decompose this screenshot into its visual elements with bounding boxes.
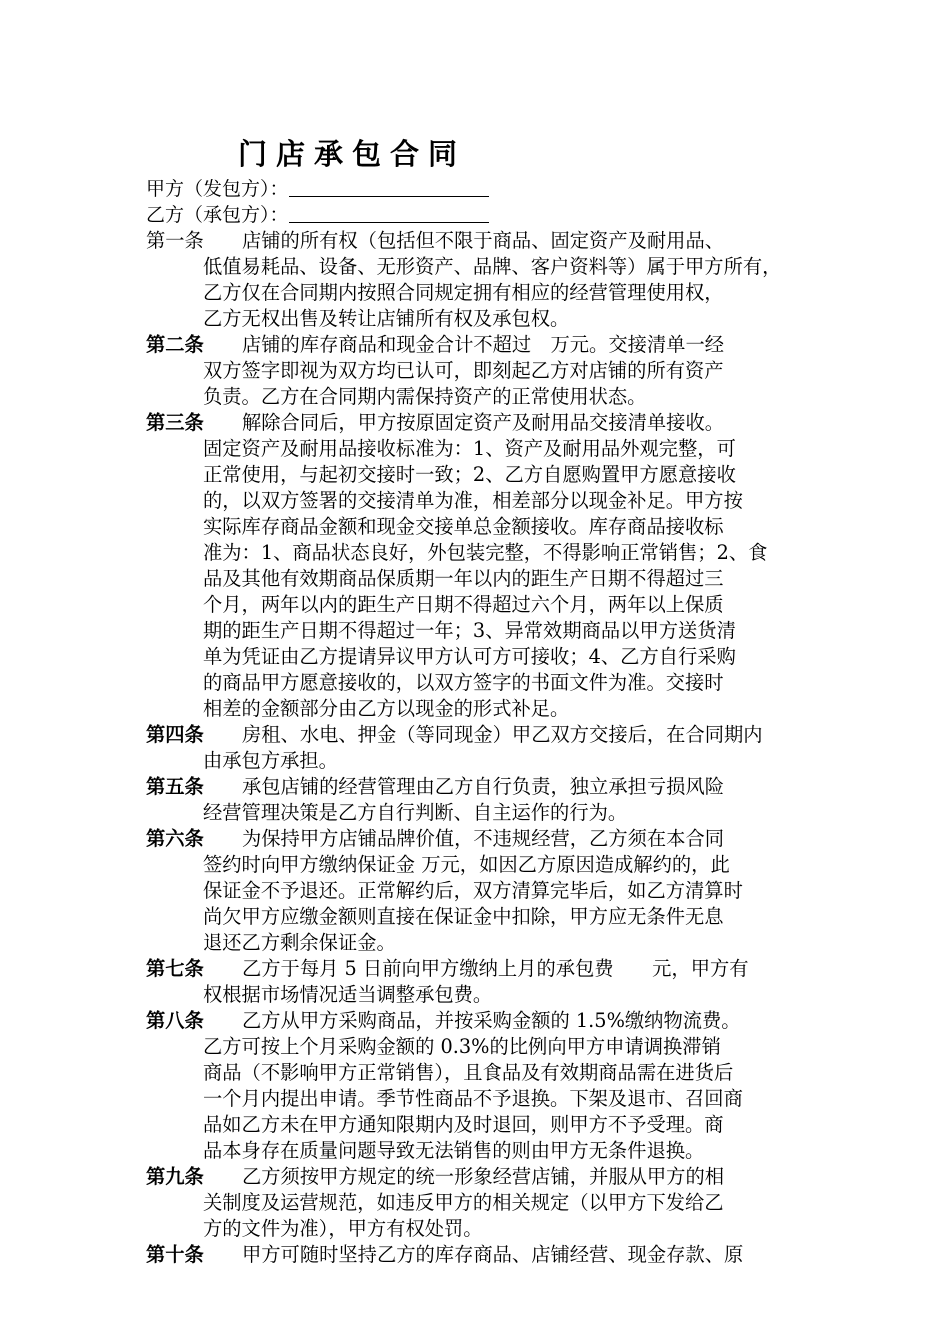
article-line [146,982,814,1008]
article-line [146,384,814,410]
article-3 [146,410,814,722]
article-text: 承包店铺的经营管理由乙方自行负责，独立承担亏损风险 [242,775,725,798]
article-label: 第五条 [146,775,204,798]
article-line [146,800,814,826]
article-5 [146,774,814,826]
article-line [146,358,814,384]
article-line [146,514,814,540]
article-line [146,1034,814,1060]
article-text: 个月，两年以内的距生产日期不得超过六个月，两年以上保质 [203,593,724,616]
article-line [146,878,814,904]
document-title: 门店承包合同 [238,137,467,171]
article-text: 权根据市场情况适当调整承包费。 [203,983,493,1006]
article-text: 甲方可随时坚持乙方的库存商品、店铺经营、现金存款、原 [242,1243,744,1266]
article-line [146,644,814,670]
article-line [146,228,814,254]
article-line [146,930,814,956]
article-line [146,670,814,696]
article-label: 第四条 [146,723,204,746]
article-label: 第十条 [146,1243,204,1266]
article-text: 经营管理决策是乙方自行判断、自主运作的行为。 [203,801,628,824]
article-text: 品如乙方未在甲方通知限期内及时退回，则甲方不予受理。商 [203,1113,724,1136]
party-a-line [146,176,489,202]
article-label: 第一条 [146,229,204,252]
article-text: 商品（不影响甲方正常销售），且食品及有效期商品需在进货后 [203,1061,734,1084]
article-text: 乙方仅在合同期内按照合同规定拥有相应的经营管理使用权， [203,281,724,304]
article-line [146,1112,814,1138]
article-line [146,696,814,722]
article-text: 尚欠甲方应缴金额则直接在保证金中扣除，甲方应无条件无息 [203,905,724,928]
article-text: 正常使用，与起初交接时一致；2、乙方自愿购置甲方愿意接收 [203,463,736,486]
article-line [146,280,814,306]
article-line [146,956,814,982]
article-line [146,904,814,930]
article-label: 第二条 [146,333,204,356]
article-label: 第三条 [146,411,204,434]
party-a-label: 甲方（发包方）： [146,178,289,200]
article-6 [146,826,814,956]
party-b-line [146,202,489,228]
party-b-blank [289,202,489,223]
article-text: 单为凭证由乙方提请异议甲方认可方可接收；4、乙方自行采购 [203,645,736,668]
article-text: 解除合同后，甲方按原固定资产及耐用品交接清单接收。 [242,411,725,434]
article-line [146,332,814,358]
article-label: 第九条 [146,1165,204,1188]
article-text: 一个月内提出申请。季节性商品不予退换。下架及退市、召回商 [203,1087,743,1110]
article-label: 第八条 [146,1009,204,1032]
article-line [146,1008,814,1034]
article-text: 准为：1、商品状态良好，外包装完整，不得影响正常销售；2、食 [203,541,768,564]
article-line [146,1138,814,1164]
party-b-label: 乙方（承包方）： [146,204,289,226]
article-text: 为保持甲方店铺品牌价值，不违规经营，乙方须在本合同 [242,827,725,850]
article-line [146,436,814,462]
article-text: 保证金不予退还。正常解约后，双方清算完毕后，如乙方清算时 [203,879,743,902]
article-text: 乙方须按甲方规定的统一形象经营店铺，并服从甲方的相 [242,1165,725,1188]
article-text: 的，以双方签署的交接清单为准，相差部分以现金补足。甲方按 [203,489,743,512]
article-text: 固定资产及耐用品接收标准为：1、资产及耐用品外观完整，可 [203,437,736,460]
article-line [146,618,814,644]
article-text: 期的距生产日期不得超过一年；3、异常效期商品以甲方送货清 [203,619,736,642]
article-text: 乙方无权出售及转让店铺所有权及承包权。 [203,307,570,330]
article-text: 实际库存商品金额和现金交接单总金额接收。库存商品接收标 [203,515,724,538]
article-text: 退还乙方剩余保证金。 [203,931,396,954]
article-8 [146,1008,814,1164]
article-10 [146,1242,814,1268]
article-line [146,852,814,878]
article-text: 签约时向甲方缴纳保证金 万元，如因乙方原因造成解约的，此 [203,853,730,876]
article-label: 第六条 [146,827,204,850]
article-text: 由承包方承担。 [203,749,338,772]
article-text: 店铺的所有权（包括但不限于商品、固定资产及耐用品、 [242,229,725,252]
article-text: 相差的金额部分由乙方以现金的形式补足。 [203,697,570,720]
article-4 [146,722,814,774]
article-text: 品本身存在质量问题导致无法销售的则由甲方无条件退换。 [203,1139,705,1162]
article-line [146,774,814,800]
article-line [146,748,814,774]
article-label: 第七条 [146,957,204,980]
article-text: 店铺的库存商品和现金合计不超过 万元。交接清单一经 [242,333,725,356]
article-text: 的商品甲方愿意接收的，以双方签字的书面文件为准。交接时 [203,671,724,694]
article-text: 负责。乙方在合同期内需保持资产的正常使用状态。 [203,385,647,408]
party-a-blank [289,176,489,197]
article-line [146,488,814,514]
article-line [146,410,814,436]
article-text: 乙方从甲方采购商品，并按采购金额的 1.5%缴纳物流费。 [242,1009,741,1032]
article-line [146,1190,814,1216]
article-7 [146,956,814,1008]
article-text: 低值易耗品、设备、无形资产、品牌、客户资料等）属于甲方所有， [203,255,782,278]
article-line [146,462,814,488]
article-text: 乙方可按上个月采购金额的 0.3%的比例向甲方申请调换滞销 [203,1035,721,1058]
article-text: 乙方于每月 5 日前向甲方缴纳上月的承包费 元，甲方有 [242,957,749,980]
article-line [146,1164,814,1190]
article-text: 双方签字即视为双方均已认可，即刻起乙方对店铺的所有资产 [203,359,724,382]
article-2 [146,332,814,410]
article-line [146,722,814,748]
article-9 [146,1164,814,1242]
article-line [146,1060,814,1086]
article-text: 关制度及运营规范，如违反甲方的相关规定（以甲方下发给乙 [203,1191,724,1214]
article-1 [146,228,814,332]
article-line [146,1242,814,1268]
article-line [146,1086,814,1112]
article-text: 方的文件为准），甲方有权处罚。 [203,1217,483,1240]
article-line [146,566,814,592]
article-line [146,540,814,566]
article-line [146,1216,814,1242]
article-line [146,826,814,852]
article-line [146,254,814,280]
article-text: 品及其他有效期商品保质期一年以内的距生产日期不得超过三 [203,567,724,590]
article-line [146,592,814,618]
article-text: 房租、水电、押金（等同现金）甲乙双方交接后，在合同期内 [242,723,763,746]
article-line [146,306,814,332]
